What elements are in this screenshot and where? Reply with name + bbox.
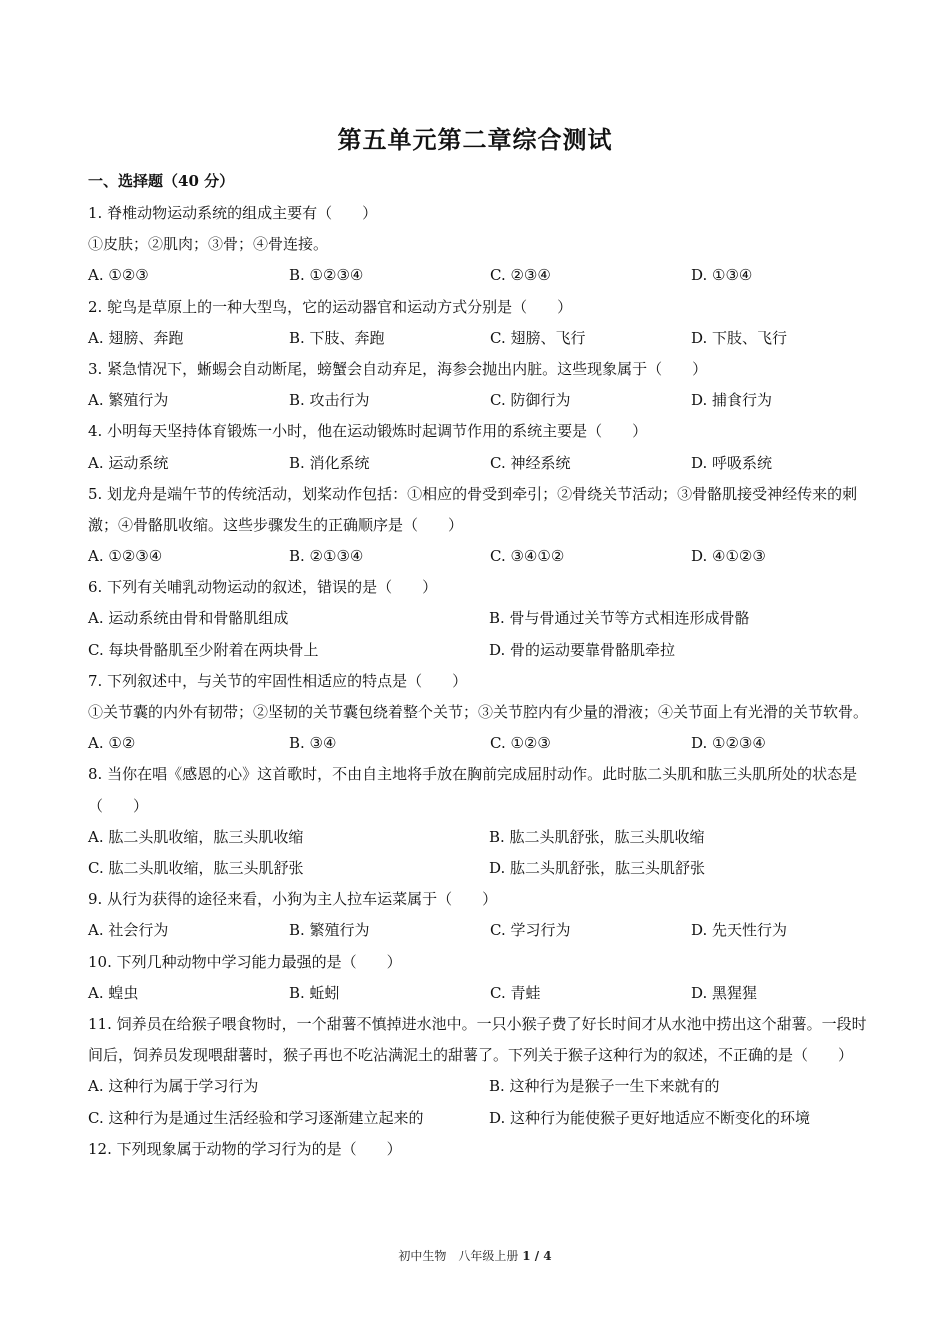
option-a: A. 运动系统 [88,453,169,472]
option-c: C. ①②③ [490,734,551,753]
option-d: D. 捕食行为 [691,391,773,410]
option-b: B. 消化系统 [289,453,370,472]
question-sub: ①皮肤；②肌肉；③骨；④骨连接。 [88,235,329,254]
option-b: B. 这种行为是猴子一生下来就有的 [489,1077,720,1096]
section-heading: 一、选择题（40 分） [88,172,235,190]
option-d: D. ④①②③ [691,547,766,566]
option-b: B. 蚯蚓 [289,983,340,1002]
option-row [88,915,868,946]
option-d: D. 骨的运动要靠骨骼肌牵拉 [489,640,676,659]
option-row [88,541,868,572]
option-row [88,853,868,884]
option-c: C. 青蛙 [490,983,541,1002]
option-d: D. 先天性行为 [691,921,788,940]
option-row [88,635,868,666]
option-a: A. ①②③④ [88,547,163,566]
option-d: D. ①③④ [691,266,753,285]
option-a: A. ①② [88,734,136,753]
option-row [88,822,868,853]
option-c: C. 每块骨骼肌至少附着在两块骨上 [88,640,319,659]
question-stem: 1. 脊椎动物运动系统的组成主要有（ ） [88,204,378,222]
option-c: C. 防御行为 [490,391,571,410]
option-row [88,260,868,291]
option-b: B. 肱二头肌舒张，肱三头肌收缩 [489,827,705,846]
option-b: B. ①②③④ [289,266,364,285]
option-row [88,323,868,354]
option-d: D. 下肢、飞行 [691,328,788,347]
option-a: A. 社会行为 [88,921,169,940]
option-d: D. 肱二头肌舒张，肱三头肌舒张 [489,859,706,878]
option-c: C. 翅膀、飞行 [490,328,586,347]
option-d: D. 这种行为能使猴子更好地适应不断变化的环境 [489,1108,811,1127]
option-a: A. 运动系统由骨和骨骼肌组成 [88,609,289,628]
option-a: A. 肱二头肌收缩，肱三头肌收缩 [88,827,304,846]
question-stem: 12. 下列现象属于动物的学习行为的是（ ） [88,1139,402,1158]
option-b: B. ③④ [289,734,337,753]
option-d: D. 黑猩猩 [691,983,758,1002]
option-a: A. 繁殖行为 [88,391,169,410]
question-stem: 2. 鸵鸟是草原上的一种大型鸟，它的运动器官和运动方式分别是（ ） [88,297,573,316]
question-stem: 9. 从行为获得的途径来看，小狗为主人拉车运菜属于（ ） [88,890,498,909]
question-stem: 8. 当你在唱《感恩的心》这首歌时，不由自主地将手放在胸前完成屈肘动作。此时肱二头肌和肱三头肌所处的状态是（ ） [88,765,858,815]
option-b: B. 攻击行为 [289,391,370,410]
option-c: C. 神经系统 [490,453,571,472]
option-row [88,1103,868,1134]
question-stem: 6. 下列有关哺乳动物运动的叙述，错误的是（ ） [88,578,438,597]
option-a: A. ①②③ [88,266,149,285]
option-row [88,448,868,479]
footer-text: 初中生物 八年级上册 [398,1249,519,1263]
option-b: B. 下肢、奔跑 [289,328,385,347]
question-sub: ①关节囊的内外有韧带；②坚韧的关节囊包绕着整个关节；③关节腔内有少量的滑液；④关节面上有光滑的关节软骨。 [88,703,869,722]
option-c: C. 这种行为是通过生活经验和学习逐渐建立起来的 [88,1108,424,1127]
question-stem: 5. 划龙舟是端午节的传统活动，划桨动作包括：①相应的骨受到牵引；②骨绕关节活动；③骨骼肌接受神经传来的刺激；④骨骼肌收缩。这些步骤发生的正确顺序是（ ） [88,484,858,534]
question-stem: 11. 饲养员在给猴子喂食物时，一个甜薯不慎掉进水池中。一只小猴子费了好长时间才从水池中捞出这个甜薯。一段时间后，饲养员发现喂甜薯时，猴子再也不吃沾满泥土的甜薯了。下列关于猴子这种行为的叙述，不正确的是（ ） [88,1014,867,1065]
option-b: B. 骨与骨通过关节等方式相连形成骨骼 [489,609,750,628]
question-stem: 4. 小明每天坚持体育锻炼一小时，他在运动锻炼时起调节作用的系统主要是（ ） [88,422,648,441]
option-d: D. ①②③④ [691,734,766,753]
page-footer [0,1247,950,1264]
option-b: B. 繁殖行为 [289,921,370,940]
option-a: A. 蝗虫 [88,983,139,1002]
question-stem: 3. 紧急情况下，蜥蜴会自动断尾，螃蟹会自动弃足，海参会抛出内脏。这些现象属于（ ） [88,359,708,378]
option-row [88,978,868,1009]
option-c: C. ②③④ [490,266,551,285]
question-list [88,198,868,1165]
option-c: C. 肱二头肌收缩，肱三头肌舒张 [88,859,304,878]
option-a: A. 这种行为属于学习行为 [88,1077,259,1096]
page-title: 第五单元第二章综合测试 [337,125,613,154]
option-row [88,603,868,634]
option-row [88,385,868,416]
page-number: 1 / 4 [522,1249,552,1263]
option-b: B. ②①③④ [289,547,364,566]
question-stem: 7. 下列叙述中，与关节的牢固性相适应的特点是（ ） [88,671,468,690]
option-c: C. ③④①② [490,547,565,566]
option-c: C. 学习行为 [490,921,571,940]
option-d: D. 呼吸系统 [691,453,773,472]
option-row [88,728,868,759]
option-row [88,1071,868,1102]
question-stem: 10. 下列几种动物中学习能力最强的是（ ） [88,952,402,971]
option-a: A. 翅膀、奔跑 [88,328,184,347]
